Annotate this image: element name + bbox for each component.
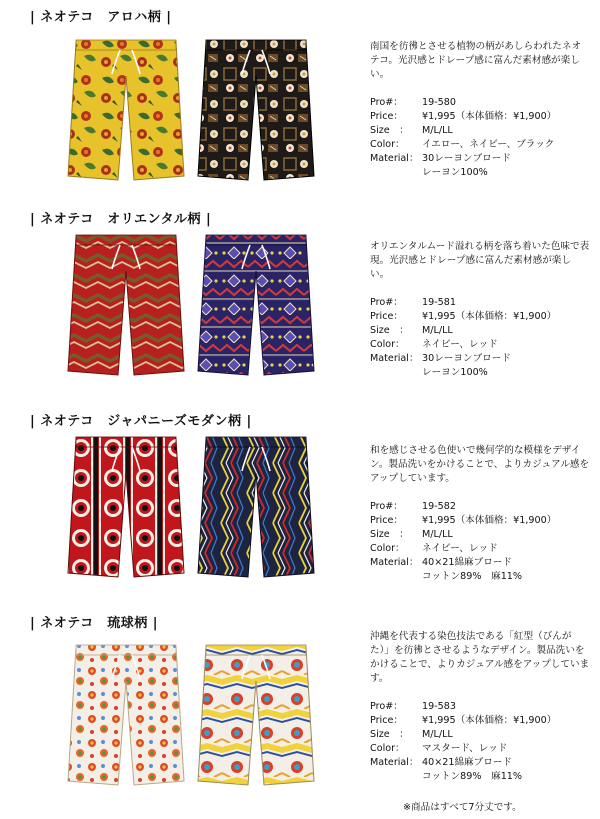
spec-material-composition: コットン89% 麻11% xyxy=(422,571,523,582)
spec-pro: 19-582 xyxy=(422,501,456,512)
spec-list xyxy=(370,500,590,584)
spec-price: ¥1,995（本体価格：¥1,900） xyxy=(422,515,557,526)
section-heading: | ネオテコ アロハ柄 | xyxy=(30,10,172,25)
product-description xyxy=(370,240,590,380)
spec-label: Material： xyxy=(370,153,419,164)
spec-label: Color： xyxy=(370,543,405,554)
spec-label: Price： xyxy=(370,715,403,726)
spec-list xyxy=(370,700,590,784)
spec-list xyxy=(370,296,590,380)
product-description xyxy=(370,444,590,584)
spec-color: ネイビー、レッド xyxy=(422,339,498,350)
spec-label: Pro#： xyxy=(370,297,403,308)
product-section-aloha xyxy=(0,0,600,200)
spec-material-composition: レーヨン100% xyxy=(422,167,488,178)
spec-label: Size ： xyxy=(370,529,409,540)
spec-material: 40×21綿麻ブロード xyxy=(422,557,513,568)
spec-label: Color： xyxy=(370,139,405,150)
description-text: 和を感じさせる色使いで幾何学的な模様をデザイン。製品洗いをかけることで、よりカジュアル感をアップしています。 xyxy=(370,445,590,484)
spec-size: M/L/LL xyxy=(422,529,453,540)
pants-image-red xyxy=(192,632,320,800)
spec-material-composition: コットン89% 麻11% xyxy=(422,771,523,782)
spec-label: Material： xyxy=(370,757,419,768)
product-description xyxy=(370,630,590,784)
product-section-ryukyu xyxy=(0,606,600,806)
spec-label: Material： xyxy=(370,353,419,364)
spec-label: Pro#： xyxy=(370,97,403,108)
description-text: オリエンタルムード溢れる柄を落ち着いた色味で表現。光沢感とドレープ感に富んだ素材感が楽しい。 xyxy=(370,241,590,280)
spec-price: ¥1,995（本体価格：¥1,900） xyxy=(422,715,557,726)
spec-material-composition: レーヨン100% xyxy=(422,367,488,378)
spec-pro: 19-583 xyxy=(422,701,456,712)
product-description xyxy=(370,40,590,180)
spec-label: Material： xyxy=(370,557,419,568)
spec-label: Pro#： xyxy=(370,701,403,712)
spec-material: 30レーヨンブロード xyxy=(422,353,511,364)
spec-label: Color： xyxy=(370,339,405,350)
pants-image-yellow xyxy=(62,36,190,186)
spec-label: Price： xyxy=(370,515,403,526)
spec-color: イエロー、ネイビー、ブラック xyxy=(422,139,555,150)
spec-price: ¥1,995（本体価格：¥1,900） xyxy=(422,311,557,322)
spec-pro: 19-581 xyxy=(422,297,456,308)
pants-image-black xyxy=(192,36,320,186)
spec-label: Price： xyxy=(370,111,403,122)
spec-size: M/L/LL xyxy=(422,125,453,136)
section-heading: | ネオテコ 琉球柄 | xyxy=(30,616,159,631)
section-heading: | ネオテコ ジャパニーズモダン柄 | xyxy=(30,414,252,429)
footnote: ※商品はすべて7分丈です。 xyxy=(403,802,522,813)
product-section-oriental xyxy=(0,202,600,402)
pants-image-mustard xyxy=(62,632,190,800)
spec-label: Pro#： xyxy=(370,501,403,512)
pants-image-red xyxy=(62,230,190,382)
spec-label: Price： xyxy=(370,311,403,322)
spec-label: Color： xyxy=(370,743,405,754)
description-text: 沖縄を代表する染色技法である「紅型（びんがた）」を彷彿とさせるようなデザイン。製品洗いをかけることで、よりカジュアル感をアップしています。 xyxy=(370,631,590,684)
spec-label: Size ： xyxy=(370,125,409,136)
pants-image-navy xyxy=(192,230,320,382)
spec-size: M/L/LL xyxy=(422,729,453,740)
spec-list xyxy=(370,96,590,180)
spec-size: M/L/LL xyxy=(422,325,453,336)
pants-image-red xyxy=(62,430,190,586)
spec-label: Size ： xyxy=(370,729,409,740)
spec-label: Size ： xyxy=(370,325,409,336)
pants-image-navy xyxy=(192,430,320,586)
spec-material: 40×21綿麻ブロード xyxy=(422,757,513,768)
spec-price: ¥1,995（本体価格：¥1,900） xyxy=(422,111,557,122)
section-heading: | ネオテコ オリエンタル柄 | xyxy=(30,212,212,227)
spec-color: ネイビー、レッド xyxy=(422,543,498,554)
spec-color: マスタード、レッド xyxy=(422,743,508,754)
product-section-japanese-modern xyxy=(0,404,600,604)
spec-material: 30レーヨンブロード xyxy=(422,153,511,164)
description-text: 南国を彷彿とさせる植物の柄があしらわれたネオテコ。光沢感とドレープ感に富んだ素材感が楽しい。 xyxy=(370,41,582,80)
spec-pro: 19-580 xyxy=(422,97,456,108)
